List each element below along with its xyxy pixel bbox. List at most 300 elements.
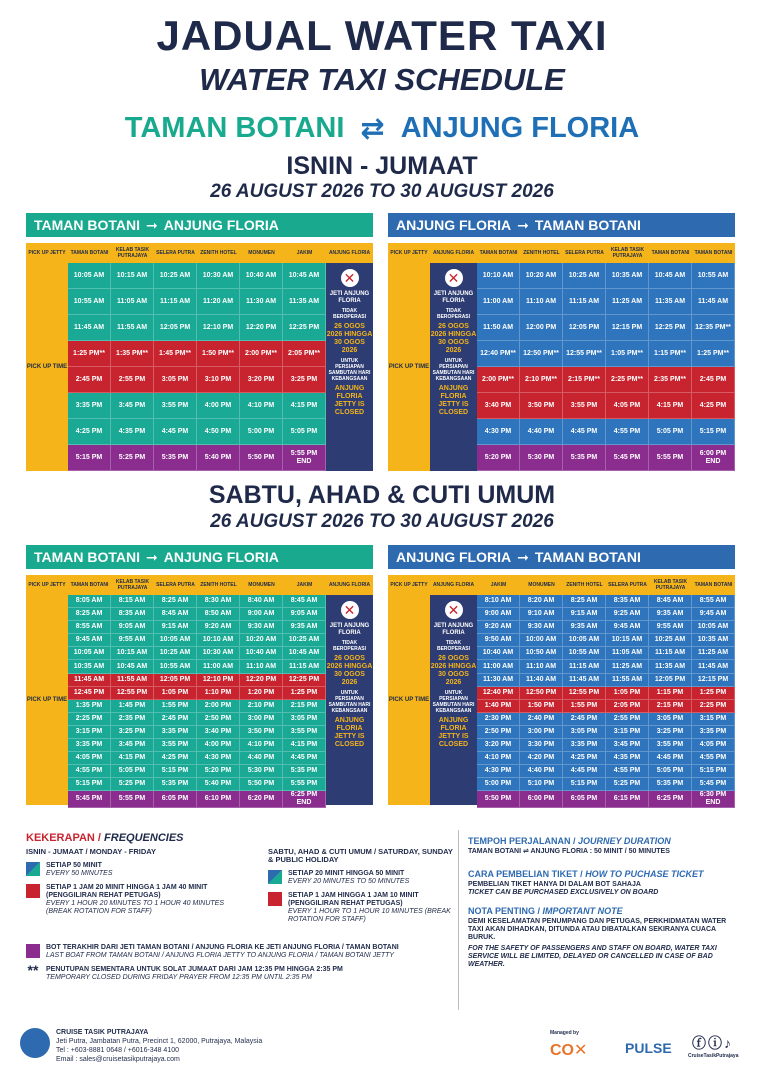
time-cell: 11:15 AM <box>154 289 197 315</box>
info-panel <box>468 831 740 969</box>
time-cell: 10:50 AM <box>520 647 563 660</box>
time-cell: 8:05 AM <box>68 595 111 608</box>
time-cell: 12:10 PM <box>197 674 240 687</box>
time-cell: 4:25 PM <box>692 393 735 419</box>
arrow-right-icon: ➞ <box>146 548 158 565</box>
legend-weekday-title: ISNIN - JUMAAT / MONDAY - FRIDAY <box>26 847 157 856</box>
table-row <box>477 778 735 791</box>
time-cell: 11:10 AM <box>240 660 283 673</box>
time-cell: 12:40 PM <box>477 687 520 700</box>
table-row <box>68 647 326 660</box>
table-row <box>68 445 326 471</box>
time-cell: 5:35 PM <box>154 778 197 791</box>
table-row <box>477 700 735 713</box>
time-cell: 4:55 PM <box>606 419 649 445</box>
time-cell: 9:15 AM <box>154 621 197 634</box>
time-cell: 12:35 PM** <box>692 315 735 341</box>
time-cell: 2:25 PM <box>692 700 735 713</box>
table-row <box>68 726 326 739</box>
time-cell: 5:20 PM <box>197 765 240 778</box>
time-cell: 11:00 AM <box>197 660 240 673</box>
header-cell: SELERA PUTRA <box>608 582 647 588</box>
time-cell: 11:25 AM <box>692 647 735 660</box>
time-cell: 11:05 AM <box>111 289 154 315</box>
table-row <box>477 752 735 765</box>
header-cell: KELAB TASIK PUTRAJAYA <box>115 579 150 591</box>
swatch-teal-blue <box>26 862 40 876</box>
time-cell: 4:05 PM <box>692 739 735 752</box>
time-cell: 1:45 PM <box>111 700 154 713</box>
table-row <box>477 647 735 660</box>
time-cell: 10:05 AM <box>692 621 735 634</box>
time-cell: 10:25 AM <box>283 634 326 647</box>
header-cell: PICK UP JETTY <box>390 582 428 588</box>
table-row <box>477 263 735 289</box>
table-row <box>477 341 735 367</box>
time-cell: 4:40 PM <box>520 765 563 778</box>
time-cell: 4:00 PM <box>197 739 240 752</box>
header-cell: ANJUNG FLORIA <box>432 250 475 256</box>
footer-email: Email : sales@cruisetasikputrajaya.com <box>56 1056 180 1063</box>
table-body <box>26 263 373 471</box>
time-cell: 5:30 PM <box>520 445 563 471</box>
time-cell: 1:15 PM <box>649 687 692 700</box>
time-cell: 2:25 PM <box>68 713 111 726</box>
table-row <box>68 621 326 634</box>
time-cell: 6:10 PM <box>197 791 240 808</box>
table-row <box>477 660 735 673</box>
time-cell: 11:55 AM <box>111 674 154 687</box>
time-cell: 3:15 PM <box>692 713 735 726</box>
time-cell: 12:05 PM <box>154 315 197 341</box>
pickup-label: PICK UP TIME <box>388 595 430 805</box>
table-row <box>68 660 326 673</box>
time-cell: 11:30 AM <box>240 289 283 315</box>
time-cell: 2:15 PM <box>649 700 692 713</box>
time-cell: 11:10 AM <box>520 289 563 315</box>
time-cell: 1:55 PM <box>563 700 606 713</box>
time-cell: 8:35 AM <box>111 608 154 621</box>
time-cell: 8:50 AM <box>197 608 240 621</box>
time-cell: 8:55 AM <box>68 621 111 634</box>
legend-we1i: EVERY 20 MINUTES TO 50 MINUTES <box>288 878 410 885</box>
weekday-dates: 26 AUGUST 2026 TO 30 AUGUST 2026 <box>210 181 554 202</box>
time-cell: 5:50 PM <box>240 778 283 791</box>
table-row <box>68 791 326 807</box>
table-row <box>68 419 326 445</box>
legend-wd2i: EVERY 1 HOUR 20 MINUTES TO 1 HOUR 40 MINUTES (BREAK ROTATION FOR STAFF) <box>46 900 225 915</box>
time-cell: 2:50 PM <box>477 726 520 739</box>
table-row <box>68 393 326 419</box>
time-cell: 5:25 PM <box>111 778 154 791</box>
header-cell: TAMAN BOTANI <box>651 250 690 256</box>
time-cell: 3:25 PM <box>111 726 154 739</box>
time-cell: 8:25 AM <box>154 595 197 608</box>
time-cell: 11:30 AM <box>477 674 520 687</box>
time-cell: 10:40 AM <box>240 647 283 660</box>
header-cell: SELERA PUTRA <box>565 250 604 256</box>
header-cell: ANJUNG FLORIA <box>328 582 371 588</box>
time-cell: 4:30 PM <box>477 765 520 778</box>
pickup-label: PICK UP TIME <box>26 595 68 805</box>
time-cell: 4:25 PM <box>154 752 197 765</box>
time-cell: 10:30 AM <box>197 647 240 660</box>
time-cell: 3:30 PM <box>520 739 563 752</box>
time-cell: 9:05 AM <box>111 621 154 634</box>
time-cell: 11:35 AM <box>283 289 326 315</box>
header-cell: ZENITH HOTEL <box>200 250 237 256</box>
time-cell: 3:55 PM <box>154 393 197 419</box>
time-cell: 5:25 PM <box>111 445 154 471</box>
time-cell: 10:15 AM <box>606 634 649 647</box>
title: JADUAL WATER TAXI <box>156 12 608 59</box>
time-cell: 12:55 PM <box>563 687 606 700</box>
table-row <box>68 739 326 752</box>
time-cell: 11:15 AM <box>563 289 606 315</box>
time-cell: 10:35 AM <box>606 263 649 289</box>
time-cell: 9:05 AM <box>283 608 326 621</box>
time-cell: 2:50 PM <box>197 713 240 726</box>
time-cell: 6:30 PM END <box>692 791 735 808</box>
info-p2: PEMBELIAN TIKET HANYA DI DALAM BOT SAHAJA <box>468 881 641 888</box>
managed-label: Managed by <box>550 1030 579 1036</box>
time-cell: 6:25 PM END <box>283 791 326 808</box>
cox-logo: CO✕ <box>550 1042 588 1059</box>
asterisk-icon: ** <box>27 962 39 978</box>
time-cell: 9:30 AM <box>240 621 283 634</box>
table-row <box>477 419 735 445</box>
info-p1: TAMAN BOTANI ⇌ ANJUNG FLORIA : 50 MINIT / 50 MINUTES <box>468 848 670 855</box>
header-cell: JAKIM <box>490 582 507 588</box>
time-cell: 5:55 PM END <box>283 445 326 471</box>
time-cell: 3:35 PM <box>68 739 111 752</box>
route <box>0 111 764 146</box>
table-row <box>477 765 735 778</box>
time-cell: 5:10 PM <box>520 778 563 791</box>
time-cell: 2:40 PM <box>520 713 563 726</box>
time-cell: 10:45 AM <box>283 647 326 660</box>
time-cell: 9:30 AM <box>520 621 563 634</box>
time-cell: 12:05 PM <box>649 674 692 687</box>
time-cell: 12:55 PM** <box>563 341 606 367</box>
swatch-red-2 <box>268 892 282 906</box>
close-icon: ✕ <box>341 269 359 287</box>
time-cell: 6:05 PM <box>563 791 606 808</box>
time-cell: 3:10 PM <box>197 367 240 393</box>
time-cell: 5:05 PM <box>649 419 692 445</box>
close-icon: ✕ <box>445 269 463 287</box>
table-row <box>477 367 735 393</box>
time-cell: 12:20 PM <box>240 674 283 687</box>
time-cell: 3:00 PM <box>240 713 283 726</box>
time-cell: 8:30 AM <box>197 595 240 608</box>
route-from: TAMAN BOTANI <box>124 112 345 144</box>
time-cell: 12:50 PM** <box>520 341 563 367</box>
time-cell: 4:35 PM <box>606 752 649 765</box>
time-cell: 3:05 PM <box>649 713 692 726</box>
header-cell: ZENITH HOTEL <box>200 582 237 588</box>
time-cell: 9:35 AM <box>649 608 692 621</box>
time-cell: 1:55 PM <box>154 700 197 713</box>
time-cell: 3:55 PM <box>154 739 197 752</box>
time-cell: 2:35 PM <box>111 713 154 726</box>
time-cell: 3:00 PM <box>520 726 563 739</box>
time-cell: 11:50 AM <box>477 315 520 341</box>
legend-last-en: LAST BOAT FROM TAMAN BOTANI / ANJUNG FLORIA JETTY TO ANJUNG FLORIA / TAMAN BOTANI JETTY <box>46 952 395 959</box>
time-cell: 4:10 PM <box>477 752 520 765</box>
time-cell: 8:45 AM <box>154 608 197 621</box>
info-h3: NOTA PENTING / IMPORTANT NOTE <box>468 906 623 916</box>
legend-we1: SETIAP 20 MINIT HINGGA 50 MINIT <box>288 870 405 877</box>
weekday-af-table <box>388 213 735 471</box>
header-cell: TAMAN BOTANI <box>694 250 733 256</box>
time-cell: 8:10 AM <box>477 595 520 608</box>
close-icon: ✕ <box>445 601 463 619</box>
weekday-tb-table <box>26 213 373 471</box>
table-row <box>68 263 326 289</box>
legend-we2i: EVERY 1 HOUR TO 1 HOUR 10 MINUTES (BREAK ROTATION FOR STAFF) <box>288 908 451 923</box>
header-cell: MONUMEN <box>528 582 555 588</box>
time-cell: 5:45 PM <box>692 778 735 791</box>
header-cell: JAKIM <box>296 582 313 588</box>
time-cell: 1:25 PM** <box>68 341 111 367</box>
cruise-logo-icon <box>20 1028 50 1058</box>
time-cell: 10:10 AM <box>477 263 520 289</box>
time-cell: 12:50 PM <box>520 687 563 700</box>
route-banner: TAMAN BOTANI ➞ ANJUNG FLORIA <box>26 213 373 237</box>
header-cell: TAMAN BOTANI <box>694 582 733 588</box>
time-cell: 8:40 AM <box>240 595 283 608</box>
table-row <box>68 752 326 765</box>
time-cell: 10:05 AM <box>154 634 197 647</box>
time-cell: 6:00 PM <box>520 791 563 808</box>
time-cell: 5:00 PM <box>477 778 520 791</box>
table-header <box>26 243 373 263</box>
time-cell: 12:15 PM <box>692 674 735 687</box>
legend-last-ms: BOT TERAKHIR DARI JETI TAMAN BOTANI / ANJUNG FLORIA KE JETI ANJUNG FLORIA / TAMAN BOTANI <box>46 944 399 951</box>
time-cell: 10:45 AM <box>649 263 692 289</box>
time-cell: 8:25 AM <box>563 595 606 608</box>
info-h2: CARA PEMBELIAN TIKET / HOW TO PUCHASE TICKET <box>468 869 704 879</box>
time-cell: 3:55 PM <box>563 393 606 419</box>
table-body <box>388 263 735 471</box>
time-cell: 1:35 PM** <box>111 341 154 367</box>
time-cell: 5:55 PM <box>283 778 326 791</box>
time-cell: 4:05 PM <box>606 393 649 419</box>
time-cell: 12:45 PM <box>68 687 111 700</box>
table-header <box>26 575 373 595</box>
time-cell: 11:00 AM <box>477 289 520 315</box>
time-cell: 5:35 PM <box>563 445 606 471</box>
jetty-closed-note: ✕ JETI ANJUNG FLORIA TIDAK BEROPERASI 26 OGOS 2026 HINGGA 30 OGOS 2026 UNTUK PERSIAPAN SAMBUTAN HARI KEBANGSAAN ANJUNG FLORIA JETTY IS CLOSED <box>326 263 373 471</box>
time-cell: 3:50 PM <box>520 393 563 419</box>
time-cell: 3:55 PM <box>283 726 326 739</box>
time-cell: 9:00 AM <box>477 608 520 621</box>
time-cell: 9:35 AM <box>283 621 326 634</box>
time-cell: 11:55 AM <box>606 674 649 687</box>
time-cell: 1:25 PM <box>283 687 326 700</box>
time-cell: 5:55 PM <box>111 791 154 808</box>
time-cell: 10:05 AM <box>563 634 606 647</box>
time-cell: 9:10 AM <box>520 608 563 621</box>
table-row <box>68 341 326 367</box>
table-row <box>68 634 326 647</box>
table-row <box>477 726 735 739</box>
time-cell: 2:05 PM <box>606 700 649 713</box>
time-cell: 5:45 PM <box>68 791 111 808</box>
time-cell: 1:45 PM** <box>154 341 197 367</box>
time-cell: 11:20 AM <box>197 289 240 315</box>
time-cell: 8:45 AM <box>649 595 692 608</box>
time-cell: 5:55 PM <box>649 445 692 471</box>
time-cell: 5:25 PM <box>606 778 649 791</box>
time-cell: 3:50 PM <box>240 726 283 739</box>
subtitle: WATER TAXI SCHEDULE <box>199 62 565 97</box>
time-cell: 4:40 PM <box>240 752 283 765</box>
time-cell: 11:40 AM <box>520 674 563 687</box>
time-cell: 12:25 PM <box>283 674 326 687</box>
time-cell: 4:45 PM <box>283 752 326 765</box>
time-cell: 3:20 PM <box>240 367 283 393</box>
time-cell: 2:05 PM** <box>283 341 326 367</box>
time-cell: 5:35 PM <box>154 445 197 471</box>
time-cell: 9:20 AM <box>477 621 520 634</box>
time-cell: 1:25 PM** <box>692 341 735 367</box>
time-cell: 4:45 PM <box>563 419 606 445</box>
time-cell: 1:05 PM** <box>606 341 649 367</box>
time-cell: 6:15 PM <box>606 791 649 808</box>
time-cell: 5:15 PM <box>692 419 735 445</box>
time-cell: 2:30 PM <box>477 713 520 726</box>
info-p2i: TICKET CAN BE PURCHASED EXCLUSIVELY ON BOARD <box>468 889 659 896</box>
time-cell: 1:40 PM <box>477 700 520 713</box>
weekend-days: SABTU, AHAD & CUTI UMUM <box>208 481 556 509</box>
header-cell: ANJUNG FLORIA <box>328 250 371 256</box>
time-cell: 4:05 PM <box>68 752 111 765</box>
time-cell: 2:10 PM <box>240 700 283 713</box>
legend-wd2: SETIAP 1 JAM 20 MINIT HINGGA 1 JAM 40 MINIT (PENGGILIRAN REHAT PETUGAS) <box>46 884 208 899</box>
time-cell: 4:30 PM <box>197 752 240 765</box>
time-cell: 2:00 PM <box>197 700 240 713</box>
time-cell: 5:15 PM <box>692 765 735 778</box>
table-row <box>477 393 735 419</box>
time-cell: 9:20 AM <box>197 621 240 634</box>
time-cell: 3:55 PM <box>649 739 692 752</box>
info-p3: DEMI KESELAMATAN PENUMPANG DAN PETUGAS, PERKHIDMATAN WATER TAXI AKAN DIHADKAN, DITUNDA ATAU DIBATALKAN SEKIRANYA CUACA BURUK. <box>468 918 727 941</box>
time-cell: 9:55 AM <box>111 634 154 647</box>
header-cell: MONUMEN <box>248 250 275 256</box>
time-cell: 8:20 AM <box>520 595 563 608</box>
time-cell: 10:45 AM <box>111 660 154 673</box>
table-row <box>68 608 326 621</box>
time-cell: 5:05 PM <box>111 765 154 778</box>
header-cell: TAMAN BOTANI <box>70 582 109 588</box>
time-cell: 2:45 PM <box>68 367 111 393</box>
time-cell: 10:25 AM <box>563 263 606 289</box>
weekend-dates: 26 AUGUST 2026 TO 30 AUGUST 2026 <box>210 511 554 532</box>
table-row <box>477 634 735 647</box>
jetty-closed-note: ✕ JETI ANJUNG FLORIA TIDAK BEROPERASI 26 OGOS 2026 HINGGA 30 OGOS 2026 UNTUK PERSIAPAN SAMBUTAN HARI KEBANGSAAN ANJUNG FLORIA JETTY IS CLOSED <box>430 595 477 805</box>
time-cell: 2:35 PM** <box>649 367 692 393</box>
time-cell: 12:00 PM <box>520 315 563 341</box>
time-cell: 3:25 PM <box>649 726 692 739</box>
time-cell: 1:50 PM <box>520 700 563 713</box>
header-cell: PICK UP JETTY <box>28 582 66 588</box>
table-row <box>477 608 735 621</box>
time-cell: 9:45 AM <box>692 608 735 621</box>
time-cell: 11:45 AM <box>692 660 735 673</box>
header-cell: PICK UP JETTY <box>390 250 428 256</box>
time-cell: 1:05 PM <box>154 687 197 700</box>
time-cell: 8:45 AM <box>283 595 326 608</box>
time-cell: 3:20 PM <box>477 739 520 752</box>
time-cell: 2:15 PM** <box>563 367 606 393</box>
time-cell: 10:35 AM <box>692 634 735 647</box>
time-cell: 6:05 PM <box>154 791 197 808</box>
time-cell: 5:15 PM <box>68 778 111 791</box>
time-cell: 2:45 PM <box>563 713 606 726</box>
time-cell: 4:20 PM <box>520 752 563 765</box>
time-cell: 12:25 PM <box>649 315 692 341</box>
time-cell: 3:40 PM <box>197 726 240 739</box>
time-cell: 9:45 AM <box>68 634 111 647</box>
time-cell: 10:40 AM <box>477 647 520 660</box>
time-cell: 2:25 PM** <box>606 367 649 393</box>
header-cell: KELAB TASIK PUTRAJAYA <box>610 247 645 259</box>
time-cell: 4:40 PM <box>520 419 563 445</box>
time-cell: 4:55 PM <box>692 752 735 765</box>
time-cell: 5:40 PM <box>197 445 240 471</box>
time-cell: 12:20 PM <box>240 315 283 341</box>
info-h1: TEMPOH PERJALANAN / JOURNEY DURATION <box>468 836 671 846</box>
table-row <box>68 315 326 341</box>
time-cell: 9:35 AM <box>563 621 606 634</box>
time-cell: 6:00 PM END <box>692 445 735 471</box>
time-cell: 12:40 PM** <box>477 341 520 367</box>
time-cell: 12:55 PM <box>111 687 154 700</box>
header-cell: TAMAN BOTANI <box>479 250 518 256</box>
time-cell: 2:00 PM** <box>477 367 520 393</box>
time-cell: 11:10 AM <box>520 660 563 673</box>
route-banner: ANJUNG FLORIA ➞ TAMAN BOTANI <box>388 213 735 237</box>
time-cell: 2:55 PM <box>111 367 154 393</box>
time-cell: 3:05 PM <box>283 713 326 726</box>
jetty-closed-note: ✕ JETI ANJUNG FLORIA TIDAK BEROPERASI 26 OGOS 2026 HINGGA 30 OGOS 2026 UNTUK PERSIAPAN SAMBUTAN HARI KEBANGSAAN ANJUNG FLORIA JETTY IS CLOSED <box>430 263 477 471</box>
table-row <box>477 315 735 341</box>
divider <box>458 830 459 1010</box>
time-cell: 2:45 PM <box>692 367 735 393</box>
pickup-label: PICK UP TIME <box>26 263 68 471</box>
time-cell: 8:25 AM <box>68 608 111 621</box>
table-row <box>477 445 735 471</box>
time-cell: 10:00 AM <box>520 634 563 647</box>
time-cell: 9:25 AM <box>606 608 649 621</box>
header-cell: SELERA PUTRA <box>156 582 195 588</box>
time-cell: 11:00 AM <box>477 660 520 673</box>
header-cell: KELAB TASIK PUTRAJAYA <box>115 247 150 259</box>
time-cell: 2:15 PM <box>283 700 326 713</box>
time-cell: 3:35 PM <box>68 393 111 419</box>
weekend-af-table <box>388 545 735 805</box>
header-cell: SELERA PUTRA <box>156 250 195 256</box>
swatch-red <box>26 884 40 898</box>
time-cell: 10:20 AM <box>240 634 283 647</box>
table-row <box>68 367 326 393</box>
time-cell: 3:05 PM <box>154 367 197 393</box>
footer-name: CRUISE TASIK PUTRAJAYA <box>56 1029 149 1036</box>
legend-wd1: SETIAP 50 MINIT <box>46 862 102 869</box>
time-cell: 8:35 AM <box>606 595 649 608</box>
